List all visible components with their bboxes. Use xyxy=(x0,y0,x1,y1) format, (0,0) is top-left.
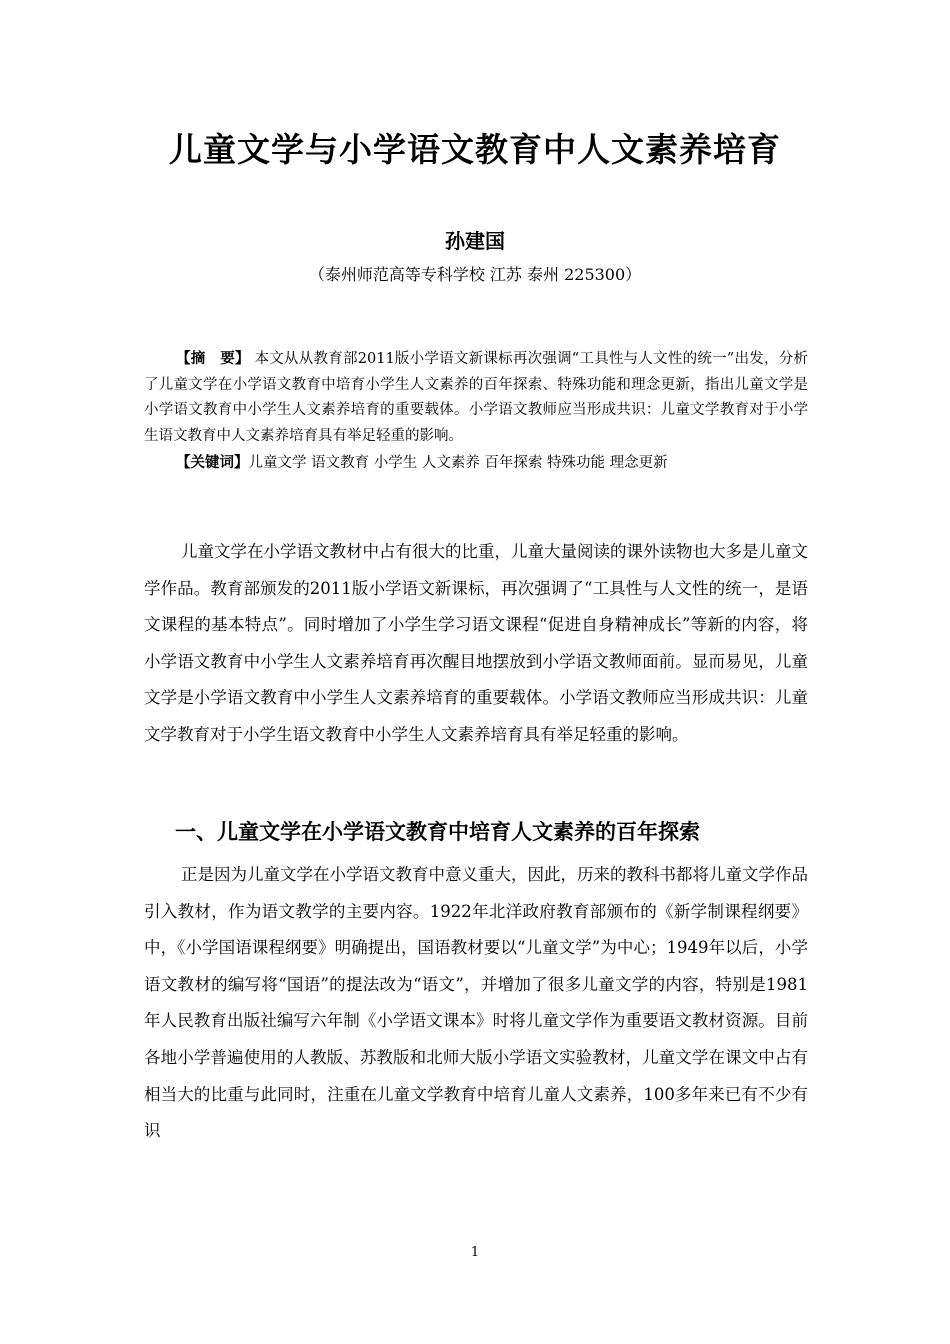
page-number: 1 xyxy=(470,1245,480,1260)
keywords-label: 【关键词】 xyxy=(176,455,249,471)
abstract-label: 【摘 要】 xyxy=(176,351,250,367)
section-1-body xyxy=(144,857,808,1150)
intro-section xyxy=(144,534,808,754)
section-1-paragraph: 正是因为儿童文学在小学语文教育中意义重大，因此，历来的教科书都将儿童文学作品引入教材，作为语文教学的主要内容。1922年北洋政府教育部颁布的《新学制课程纲要》中，《小学国语课程纲要》明确提出，国语教材要以“儿童文学”为中心；1949年以后，小学语文教材的编写将“国语”的提法改为“语文”，并增加了很多儿童文学的内容，特别是1981年人民教育出版社编写六年制《小学语文课本》时将儿童文学作为重要语文教材资源。目前各地小学普遍使用的人教版、苏教版和北师大版小学语文实验教材，儿童文学在课文中占有相当大的比重与此同时，注重在儿童文学教育中培育儿童人文素养，100多年来已有不少有识 xyxy=(144,865,808,1141)
abstract-text: 本文从从教育部2011版小学语文新课标再次强调“工具性与人文性的统一”出发，分析了儿童文学在小学语文教育中培育小学生人文素养的百年探索、特殊功能和理念更新，指出儿童文学是小学语文教育中小学生人文素养培育的重要载体。小学语文教师应当形成共识：儿童文学教育对于小学生语文教育中人文素养培育具有举足轻重的影响。 xyxy=(144,351,808,444)
author-affiliation: （泰州师范高等专科学校 江苏 泰州 225300） xyxy=(308,265,642,284)
intro-paragraph: 儿童文学在小学语文教材中占有很大的比重，儿童大量阅读的课外读物也大多是儿童文学作品。教育部颁发的2011版小学语文新课标，再次强调了“工具性与人文性的统一，是语文课程的基本特点”。同时增加了小学生学习语文课程“促进自身精神成长”等新的内容，将小学语文教育中小学生人文素养培育再次醒目地摆放到小学语文教师面前。显而易见，儿童文学是小学语文教育中小学生人文素养培育的重要载体。小学语文教师应当形成共识：儿童文学教育对于小学生语文教育中小学生人文素养培育具有举足轻重的影响。 xyxy=(144,542,808,744)
keywords-text: 儿童文学 语文教育 小学生 人文素养 百年探索 特殊功能 理念更新 xyxy=(248,455,668,471)
abstract-block xyxy=(144,347,808,449)
author-name: 孙建国 xyxy=(445,229,505,253)
abstract-paragraph xyxy=(144,347,808,449)
keywords-line xyxy=(144,450,808,476)
paper-title: 儿童文学与小学语文教育中人文素养培育 xyxy=(169,130,781,169)
section-1-heading: 一、儿童文学在小学语文教育中培育人文素养的百年探索 xyxy=(175,820,700,844)
